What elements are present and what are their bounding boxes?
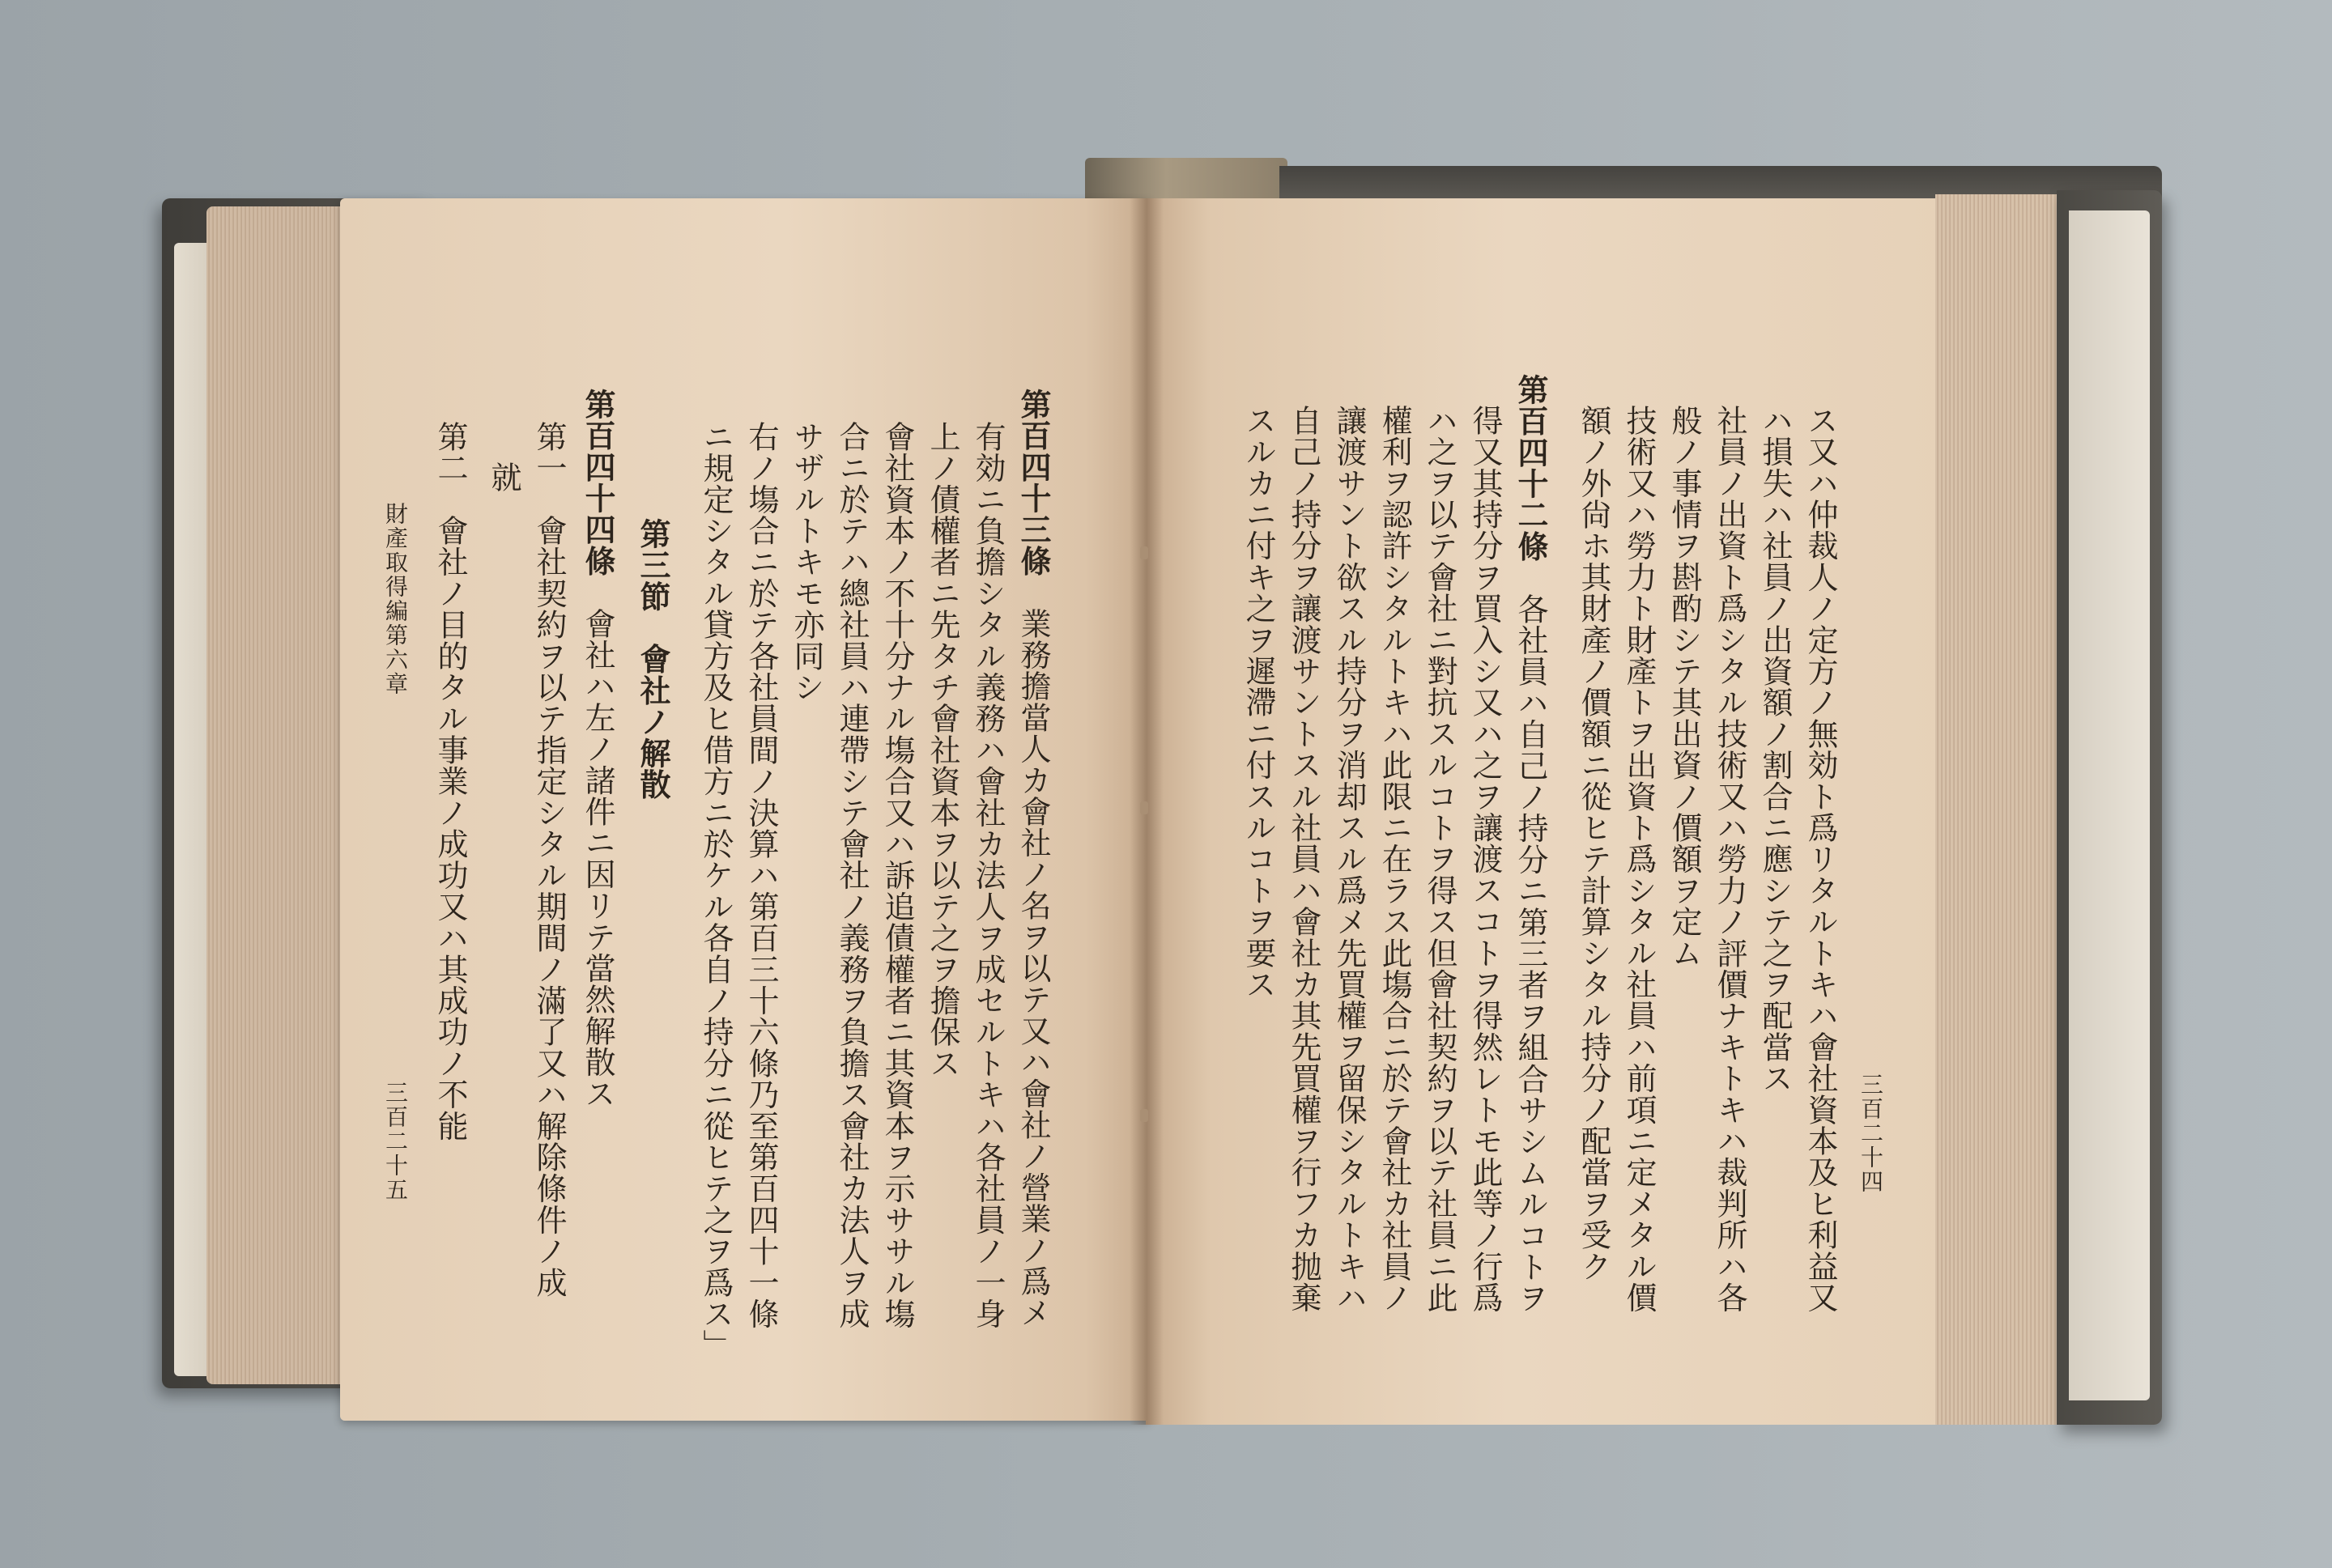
text-line: 技術又ハ勞力ト財產トヲ出資ト爲シタル社員ハ前項ニ定メタル價 xyxy=(1621,405,1657,1314)
right-endpaper xyxy=(2069,210,2150,1400)
binding-stitch xyxy=(1140,1109,1148,1122)
section-heading: 第三節 會社ノ解散 xyxy=(635,518,671,801)
text-line: 右ノ塲合ニ於テ各社員間ノ決算ハ第百三十六條乃至第百四十一條 xyxy=(743,421,779,1330)
article-line xyxy=(575,389,620,1109)
left-page-edges xyxy=(206,206,348,1384)
text-line: サザルトキモ亦同シ xyxy=(789,421,824,703)
text-line: ス又ハ仲裁人ノ定方ノ無効ト爲リタルトキハ會社資本及ヒ利益又 xyxy=(1802,405,1838,1314)
text-line: 合ニ於テハ總社員ハ連帶シテ會社ノ義務ヲ負擔ス會社カ法人ヲ成 xyxy=(834,421,870,1330)
article-heading: 第百四十三條 xyxy=(1015,389,1052,577)
text-line: 讓渡サント欲スル持分ヲ消却スル爲メ先買權ヲ留保シタルトキハ xyxy=(1331,405,1367,1314)
text-line: 得又其持分ヲ買入シ又ハ之ヲ讓渡スコトヲ得然レトモ此等ノ行爲 xyxy=(1467,405,1503,1314)
running-footer: 財產取得編第六章 xyxy=(382,502,409,696)
article-text: 業務擔當人カ會社ノ名ヲ以テ又ハ會社ノ營業ノ爲メ xyxy=(1015,576,1051,1329)
binding-stitch xyxy=(1140,801,1148,814)
text-line: 權利ヲ認許シタルトキハ此限ニ在ラス此塲合ニ於テ會社カ社員ノ xyxy=(1377,405,1412,1314)
article-heading: 第百四十四條 xyxy=(580,389,616,577)
article-heading: 第百四十二條 xyxy=(1513,374,1549,563)
text-line: 第一 會社契約ヲ以テ指定シタル期間ノ滿了又ハ解除條件ノ成 xyxy=(531,421,567,1298)
text-line: 社員ノ出資ト爲シタル技術又ハ勞力ノ評價ナキトキハ裁判所ハ各 xyxy=(1712,405,1747,1314)
text-line: ハ之ヲ以テ會社ニ對抗スルコトヲ得ス但會社契約ヲ以テ社員ニ此 xyxy=(1422,405,1458,1314)
article-line xyxy=(1508,374,1553,1314)
text-line: 有効ニ負擔シタル義務ハ會社カ法人ヲ成セルトキハ各社員ノ一身 xyxy=(970,421,1006,1330)
binding-stitch xyxy=(1140,546,1148,559)
text-line: ハ損失ハ社員ノ出資額ノ割合ニ應シテ之ヲ配當ス xyxy=(1757,405,1793,1094)
right-page-edges xyxy=(1935,194,2069,1425)
right-page-number: 三百二十四 xyxy=(1858,1073,1884,1194)
article-text: 會社ハ左ノ諸件ニ因リテ當然解散ス xyxy=(580,576,615,1110)
text-line: ニ規定シタル貸方及ヒ借方ニ於ケル各自ノ持分ニ從ヒテ之ヲ爲ス」 xyxy=(698,421,734,1361)
text-line: スルカニ付キ之ヲ遲滯ニ付スルコトヲ要ス xyxy=(1240,405,1276,1001)
text-line: 般ノ事情ヲ斟酌シテ其出資ノ價額ヲ定ム xyxy=(1666,405,1702,969)
article-line xyxy=(1011,389,1056,1328)
article-text: 各社員ハ自己ノ持分ニ第三者ヲ組合サシムルコトヲ xyxy=(1513,562,1548,1315)
text-line: 第二 會社ノ目的タル事業ノ成功又ハ其成功ノ不能 xyxy=(432,421,468,1142)
text-line: 上ノ債權者ニ先タチ會社資本ヲ以テ之ヲ擔保ス xyxy=(925,421,960,1079)
text-line: 自己ノ持分ヲ讓渡サントスル社員ハ會社カ其先買權ヲ行フカ抛棄 xyxy=(1286,405,1321,1314)
text-line: 會社資本ノ不十分ナル塲合又ハ訴追債權者ニ其資本ヲ示ササル塲 xyxy=(879,421,915,1330)
text-line: 額ノ外尙ホ其財產ノ價額ニ從ヒテ計算シタル持分ノ配當ヲ受ク xyxy=(1576,405,1611,1282)
text-line: 就 xyxy=(486,461,521,493)
left-page-number: 三百二十五 xyxy=(382,1081,409,1202)
